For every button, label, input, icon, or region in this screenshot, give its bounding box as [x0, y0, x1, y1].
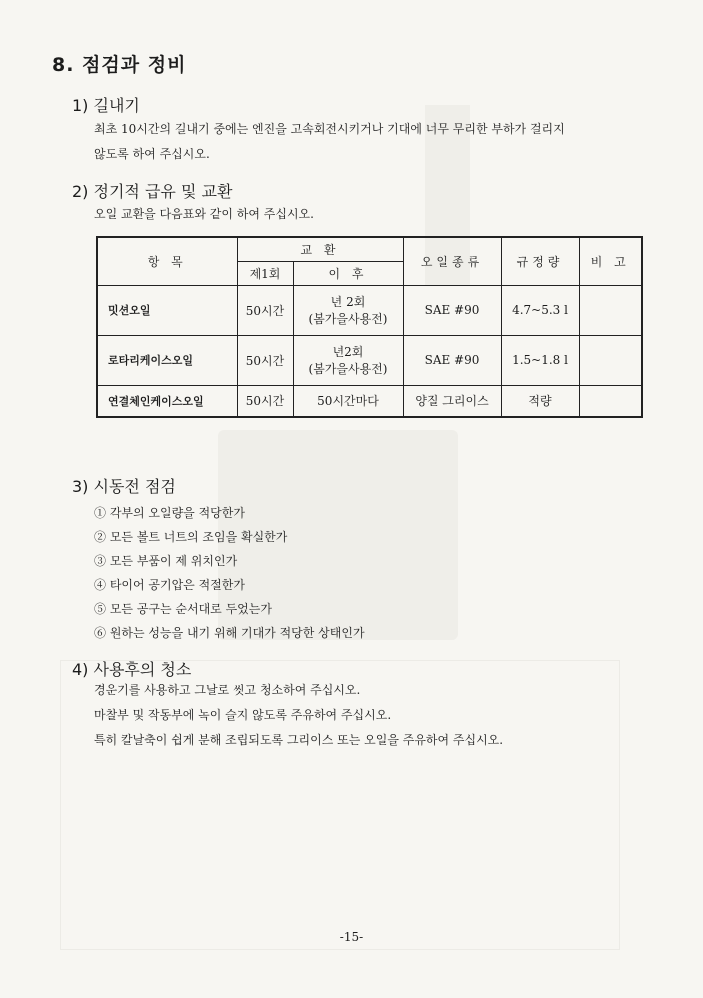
list-item: ③ 모든 부품이 제 위치인가 — [94, 554, 238, 568]
cell-after-line: (봄가을사용전) — [308, 312, 388, 326]
cell-after-line: (봄가을사용전) — [308, 362, 388, 376]
cell-after-line: 년2회 — [332, 345, 364, 359]
subsection-heading-post-use-cleaning: 4) 사용후의 청소 — [72, 660, 192, 679]
subsection-heading-lubrication: 2) 정기적 급유 및 교환 — [72, 182, 233, 201]
cell-note — [579, 385, 642, 417]
header-oil-type: 오일종류 — [403, 237, 501, 285]
header-after: 이 후 — [293, 261, 403, 285]
paragraph-line: 않도록 하여 주십시오. — [94, 147, 210, 161]
cell-note — [579, 285, 642, 335]
list-item: ⑤ 모든 공구는 순서대로 두었는가 — [94, 602, 272, 616]
oil-change-table — [96, 236, 643, 418]
cell-first: 50시간 — [237, 285, 293, 335]
header-item: 항 목 — [97, 237, 237, 285]
lubrication-intro: 오일 교환을 다음표와 같이 하여 주십시오. — [94, 207, 314, 221]
cell-after — [293, 335, 403, 385]
cell-item: 로타리케이스오일 — [97, 335, 237, 385]
cell-oil: SAE #90 — [403, 285, 501, 335]
table-row — [97, 385, 642, 417]
list-item: ① 각부의 오일량을 적당한가 — [94, 506, 245, 520]
subsection-heading-pre-start-check: 3) 시동전 점검 — [72, 477, 176, 496]
cell-amount: 1.5~1.8 l — [501, 335, 579, 385]
cell-first: 50시간 — [237, 385, 293, 417]
cell-item: 연결체인케이스오일 — [97, 385, 237, 417]
list-item: ④ 타이어 공기압은 적절한가 — [94, 578, 245, 592]
header-amount: 규정량 — [501, 237, 579, 285]
table-row — [97, 285, 642, 335]
paragraph-line: 최초 10시간의 길내기 중에는 엔진을 고속회전시키거나 기대에 너무 무리한 부하가 걸리지 — [94, 122, 565, 136]
list-item: ⑥ 원하는 성능을 내기 위해 기대가 적당한 상태인가 — [94, 626, 365, 640]
cell-first: 50시간 — [237, 335, 293, 385]
cell-after-line: 년 2회 — [330, 295, 366, 309]
paragraph-line: 특히 칼날축이 쉽게 분해 조립되도록 그리이스 또는 오일을 주유하여 주십시오. — [94, 733, 504, 747]
page-number: -15- — [339, 930, 364, 944]
pre-start-checklist — [94, 503, 365, 647]
header-note: 비 고 — [579, 237, 642, 285]
paragraph-line: 경운기를 사용하고 그날로 씻고 청소하여 주십시오. — [94, 683, 361, 697]
cell-oil: SAE #90 — [403, 335, 501, 385]
subsection-heading-break-in: 1) 길내기 — [72, 96, 140, 115]
cell-after: 50시간마다 — [293, 385, 403, 417]
list-item: ② 모든 볼트 너트의 조임을 확실한가 — [94, 530, 288, 544]
cell-amount: 4.7~5.3 l — [501, 285, 579, 335]
cell-amount: 적량 — [501, 385, 579, 417]
break-in-paragraph — [94, 117, 654, 167]
header-first: 제1회 — [237, 261, 293, 285]
cleaning-paragraph — [94, 678, 654, 753]
table-row — [97, 335, 642, 385]
cell-after — [293, 285, 403, 335]
section-title: 8. 점검과 정비 — [52, 54, 187, 76]
header-exchange: 교 환 — [237, 237, 403, 261]
cell-note — [579, 335, 642, 385]
cell-oil: 양질 그리이스 — [403, 385, 501, 417]
cell-item: 밋션오일 — [97, 285, 237, 335]
paragraph-line: 마찰부 및 작동부에 녹이 슬지 않도록 주유하여 주십시오. — [94, 708, 392, 722]
